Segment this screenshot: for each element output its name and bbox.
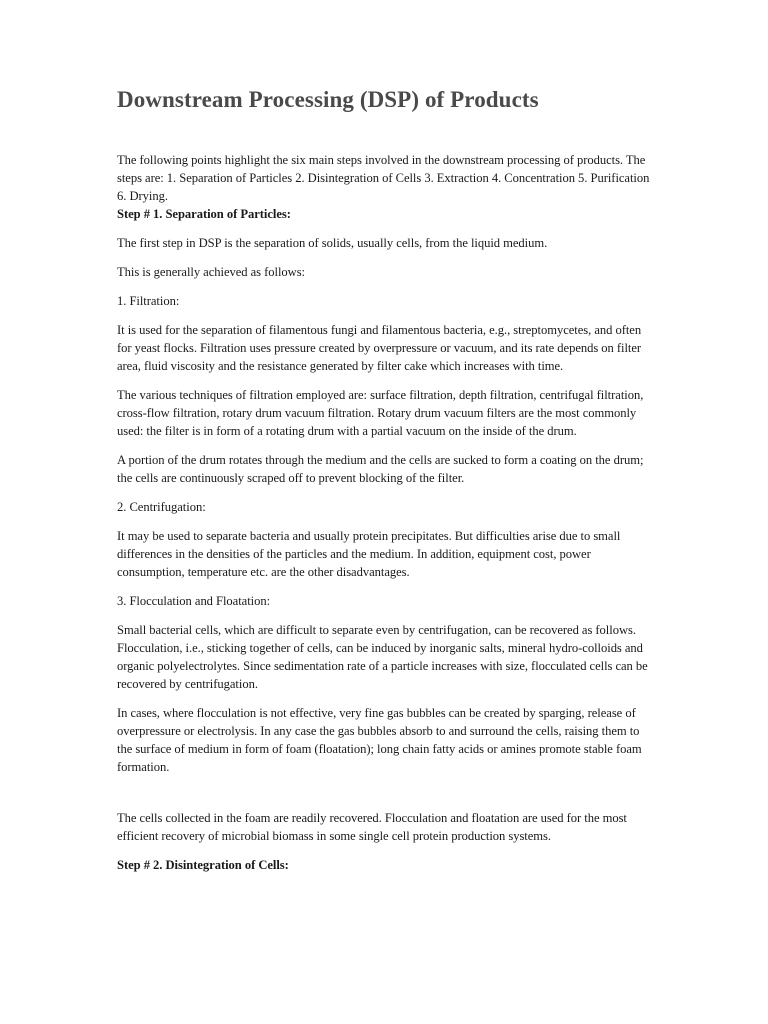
step-2-heading: Step # 2. Disintegration of Cells: [117, 858, 289, 872]
paragraph-drum-portion: A portion of the drum rotates through the medium and the cells are sucked to form a coating on the drum; the cells are continuously scraped off to prevent blocking of the filter. [117, 453, 644, 485]
paragraph-first-step: The first step in DSP is the separation of solids, usually cells, from the liquid medium. [117, 236, 548, 250]
paragraph-achieved-as: This is generally achieved as follows: [117, 265, 306, 279]
paragraph-filtration-techniques: The various techniques of filtration employed are: surface filtration, depth filtration, centrifugal filtration, cross-flow filtration, rotary drum vacuum filtration. Rotary drum vacuum filters are the most commonly used: the filter is in form of a rotating drum with a partial vacuum on the inside of the drum. [117, 388, 644, 438]
paragraph-foam-recovery: The cells collected in the foam are readily recovered. Flocculation and floatation are used for the most efficient recovery of microbial biomass in some single cell protein production systems. [117, 811, 627, 843]
subheading-filtration: 1. Filtration: [117, 294, 180, 308]
blank-line [117, 787, 656, 809]
subheading-centrifugation: 2. Centrifugation: [117, 500, 206, 514]
paragraph-intro: The following points highlight the six main steps involved in the downstream processing of products. The steps are: 1. Separation of Particles 2. Disintegration of Cells 3. Extraction 4. Concentration 5. Purification 6. Drying. [117, 153, 650, 203]
step-1-heading: Step # 1. Separation of Particles: [117, 207, 291, 221]
paragraph-centrifugation: It may be used to separate bacteria and usually protein precipitates. But difficulties arise due to small differences in the densities of the particles and the medium. In addition, equipment cost, power consumption, temperature etc. are the other disadvantages. [117, 529, 621, 579]
paragraph-floatation: In cases, where flocculation is not effective, very fine gas bubbles can be created by sparging, release of overpressure or electrolysis. In any case the gas bubbles absorb to and surround the cells, raising them to the surface of medium in form of foam (floatation); long chain fatty acids or amines promote stable foam formation. [117, 706, 642, 774]
subheading-flocculation: 3. Flocculation and Floatation: [117, 594, 271, 608]
paragraph-filtration-use: It is used for the separation of filamentous fungi and filamentous bacteria, e.g., streptomycetes, and often for yeast flocks. Filtration uses pressure created by overpressure or vacuum, and its rate depends on filter area, fluid viscosity and the resistance generated by filter cake which increases with time. [117, 323, 642, 373]
document-title: Downstream Processing (DSP) of Products [117, 87, 539, 112]
paragraph-flocculation: Small bacterial cells, which are difficult to separate even by centrifugation, can be recovered as follows. Flocculation, i.e., sticking together of cells, can be induced by inorganic salts, mineral hydro-colloids and organic polyelectrolytes. Since sedimentation rate of a particle increases with size, flocculated cells can be recovered by centrifugation. [117, 623, 648, 691]
